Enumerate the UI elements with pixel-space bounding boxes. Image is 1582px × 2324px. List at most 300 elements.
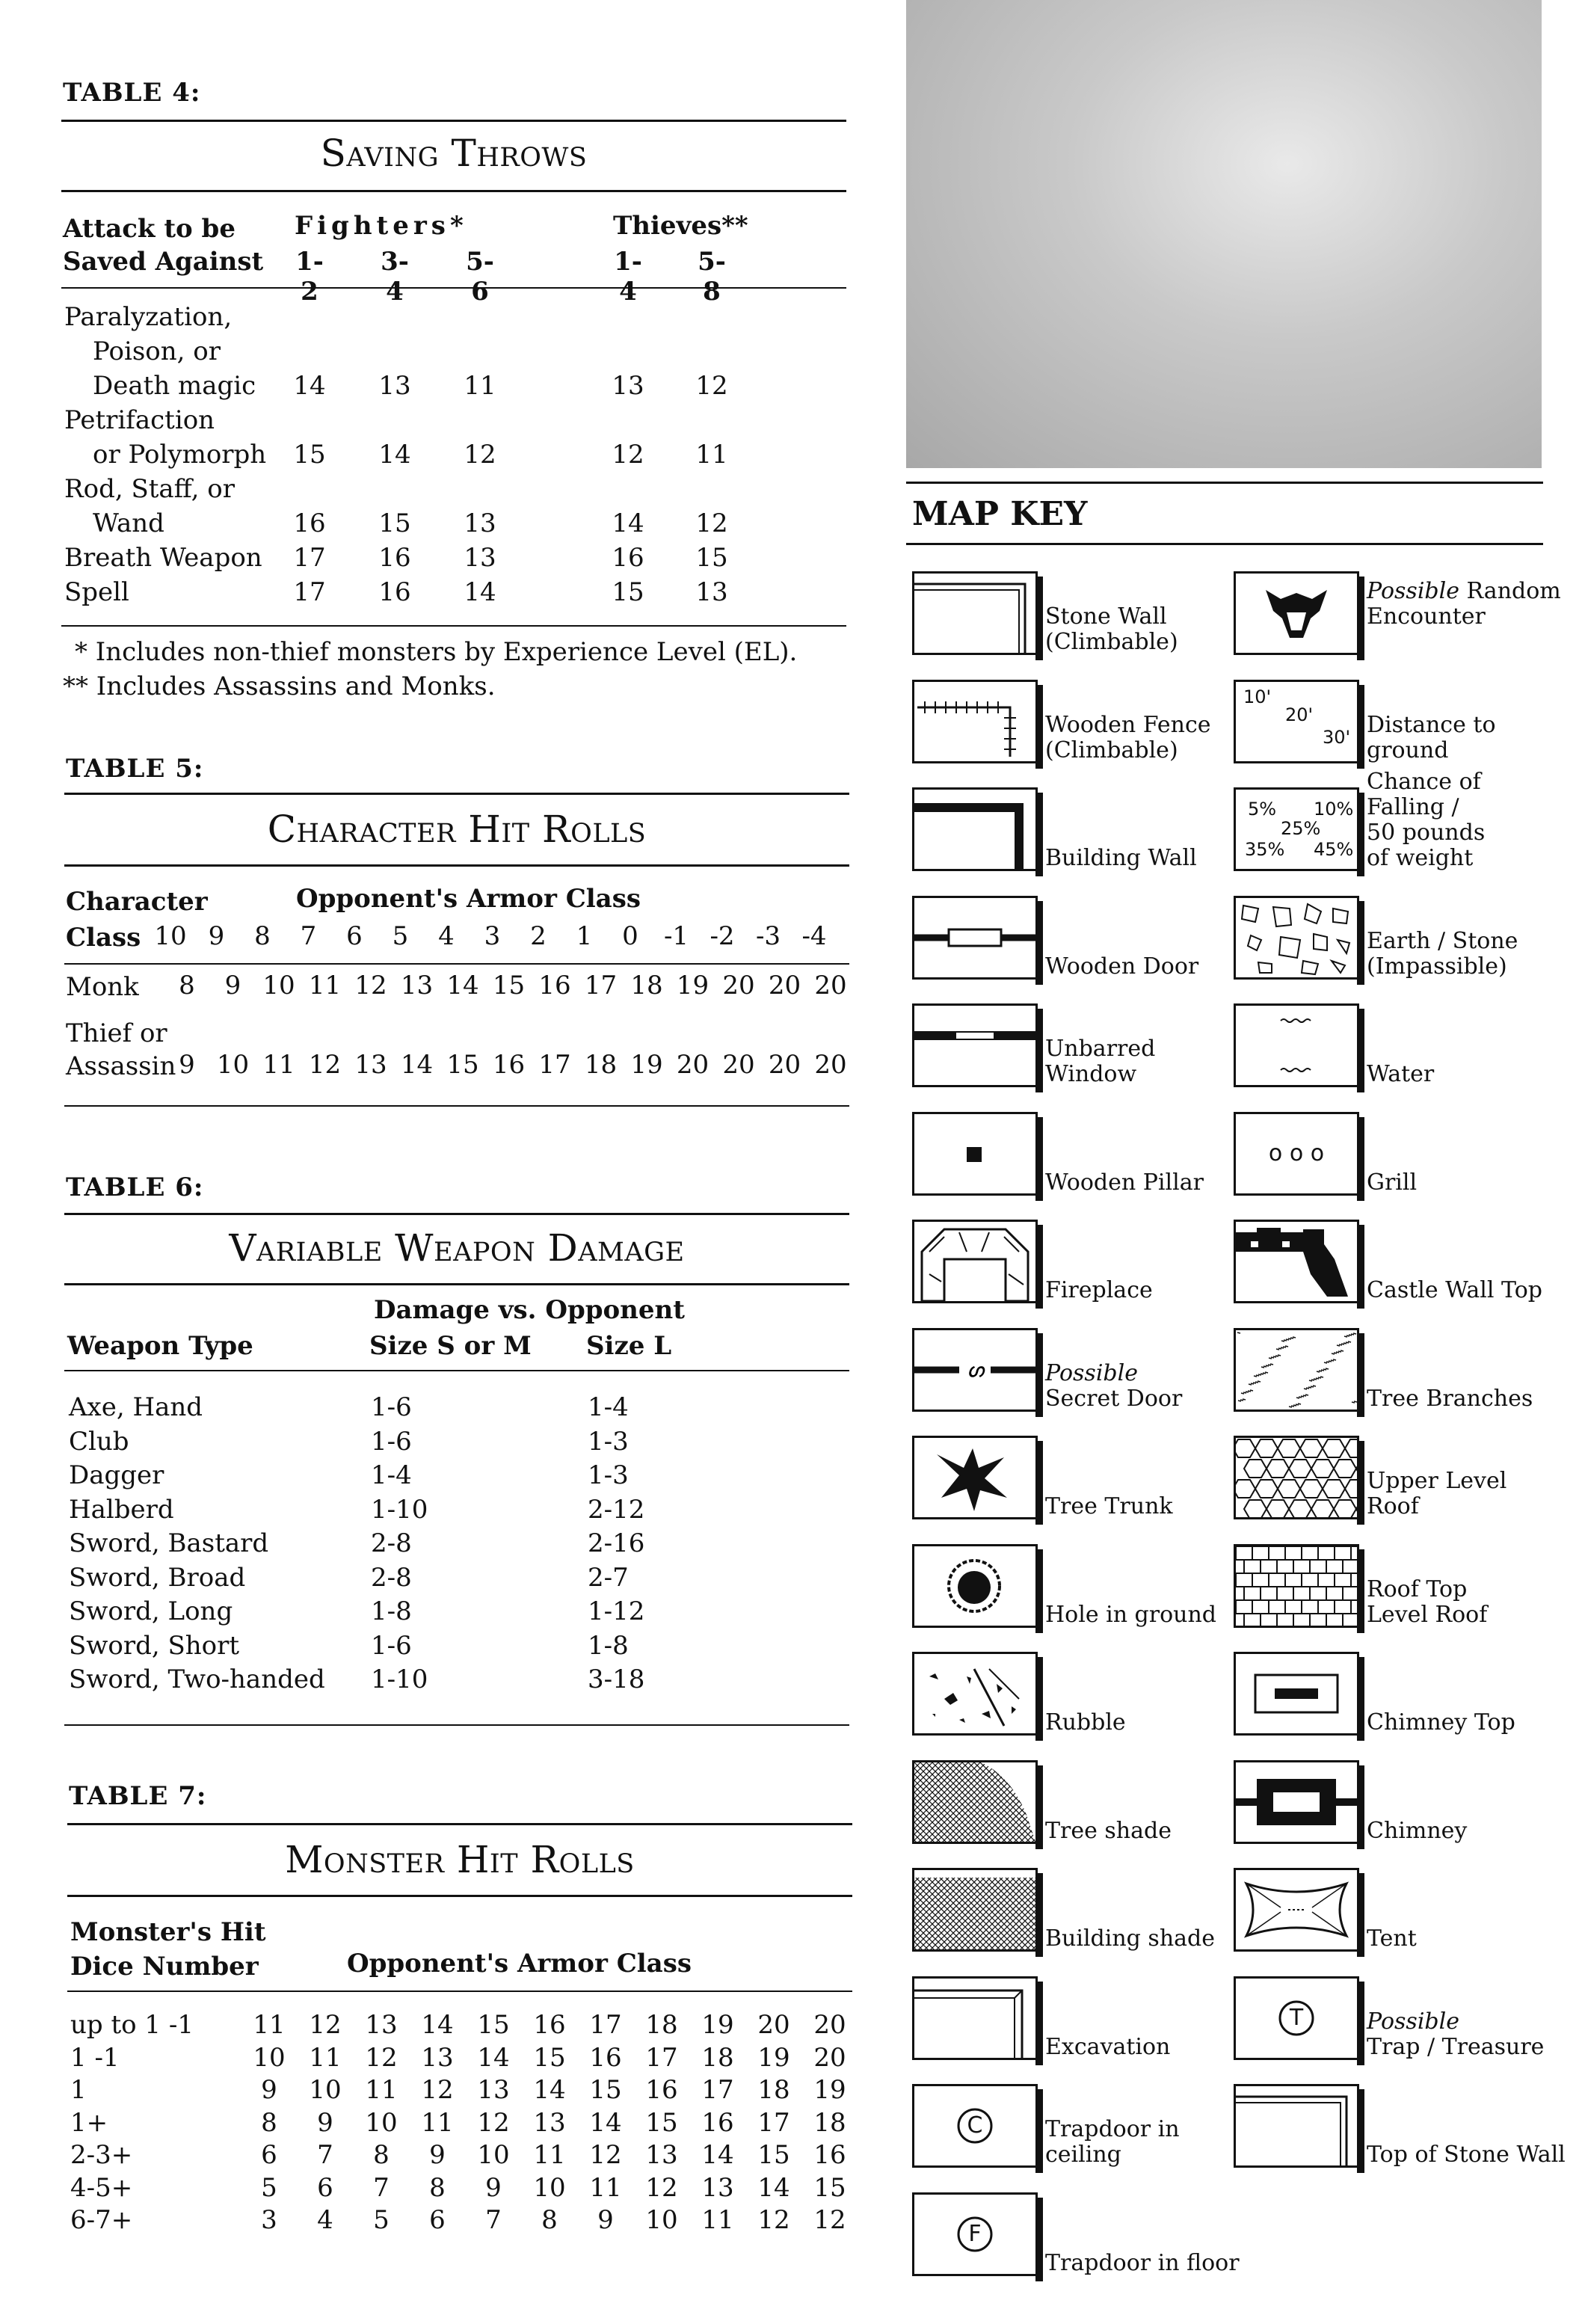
table7-cell: 13 — [645, 2140, 678, 2170]
map-key-label-line: Wooden Door — [1045, 953, 1199, 980]
table7-cell: 14 — [589, 2107, 622, 2138]
symbol-shadow — [1035, 901, 1043, 985]
table7-cell: 3 — [261, 2205, 277, 2235]
rule — [64, 1213, 849, 1215]
map-key-label — [1045, 1036, 1155, 1087]
table5-cell: 8 — [179, 971, 195, 1000]
table7-cell: 11 — [253, 2010, 286, 2040]
rubble-icon — [914, 1654, 1035, 1733]
table5-cell: 12 — [308, 1050, 342, 1080]
map-key-label-line: Earth / Stone — [1367, 927, 1518, 954]
map-key-label-line: Trapdoor in floor — [1045, 2249, 1240, 2276]
symbol-glyph: F — [968, 2220, 982, 2247]
map-key-label-line: Water — [1367, 1061, 1435, 1087]
table4-thieves: Thieves** — [613, 211, 748, 241]
map-key-italic: Possible — [1367, 2008, 1459, 2035]
symbol-shadow — [1357, 1333, 1364, 1417]
table7-cell: 11 — [533, 2140, 566, 2170]
table7-cell: 7 — [485, 2205, 502, 2235]
table5-head1: Character — [66, 887, 208, 917]
rule — [67, 1991, 852, 1992]
symbol-shadow — [1357, 2089, 1364, 2173]
map-key-symbol — [1234, 1112, 1359, 1196]
map-key-label — [1367, 1469, 1506, 1519]
table5-cell: 19 — [676, 971, 710, 1000]
table5-ac-header: 5 — [392, 921, 409, 951]
map-key-label — [1367, 1710, 1515, 1736]
table7-cell: 18 — [813, 2107, 846, 2138]
map-key-symbol — [912, 1868, 1038, 1952]
map-key-symbol — [1234, 896, 1359, 980]
map-key-label-line: ceiling — [1045, 2142, 1121, 2168]
table5-row-label: Thief or — [66, 1018, 167, 1048]
map-key-label — [1045, 954, 1198, 980]
map-key-label — [1045, 1361, 1182, 1412]
map-key-label — [1367, 1278, 1542, 1303]
table5-cell: 17 — [584, 971, 618, 1000]
table6-size-sm: 1-10 — [371, 1494, 428, 1525]
symbol-inner-text: 5% — [1248, 799, 1277, 820]
map-key-label-line: Tree shade — [1045, 1817, 1172, 1844]
tree-shade-icon — [914, 1762, 1035, 1842]
table7-cell: 11 — [421, 2107, 454, 2138]
map-key-symbol — [1234, 571, 1359, 655]
map-key-label-line: Castle Wall Top — [1367, 1277, 1542, 1303]
table4-cell: 13 — [612, 371, 644, 401]
table4-col-header: 1-2 — [295, 247, 324, 307]
symbol-shadow — [1035, 685, 1043, 769]
table4-row-label: Rod, Staff, or — [64, 474, 235, 504]
table5-cell: 16 — [538, 971, 571, 1000]
table4-cell: 12 — [612, 440, 644, 470]
table7-cell: 14 — [533, 2075, 566, 2105]
map-key-symbol — [1234, 1544, 1359, 1628]
table4-cell: 13 — [695, 577, 728, 607]
table7-head2: Dice Number — [70, 1952, 259, 1982]
table6-weapon: Axe, Hand — [69, 1392, 203, 1422]
symbol-shadow — [1357, 1009, 1364, 1092]
table5-cell: 15 — [446, 1050, 479, 1080]
table6-size-l: 1-3 — [588, 1460, 629, 1490]
symbol-shadow — [1357, 1765, 1364, 1849]
table4-cell: 13 — [464, 508, 496, 538]
symbol-shadow — [1035, 1117, 1043, 1201]
map-key-symbol — [1234, 1003, 1359, 1087]
table7-head3: Opponent's Armor Class — [347, 1949, 692, 1979]
symbol-shadow — [1357, 1657, 1364, 1741]
table4-row-label: or Polymorph — [93, 440, 267, 470]
table5-ac-header: 8 — [254, 921, 271, 951]
symbol-inner-text: 45% — [1314, 839, 1354, 860]
table7-cell: 18 — [645, 2010, 678, 2040]
table5-cell: 11 — [308, 971, 342, 1000]
table7-cell: 7 — [373, 2172, 390, 2203]
map-key-label — [1045, 1278, 1153, 1303]
table7-cell: 6 — [317, 2172, 333, 2203]
table7-cell: 13 — [365, 2010, 398, 2040]
table4-cell: 16 — [293, 508, 326, 538]
symbol-shadow — [1035, 2089, 1043, 2173]
map-key-label — [1367, 2009, 1544, 2060]
table5-cell: 15 — [492, 971, 526, 1000]
table6-size-l: 2-12 — [588, 1494, 645, 1525]
map-key-label-line: Roof Top — [1367, 1576, 1468, 1602]
table7-row-label: 1 -1 — [70, 2042, 120, 2073]
table7-cell: 12 — [309, 2010, 342, 2040]
table4-cell: 13 — [378, 371, 411, 401]
table4-fighters: Fighters* — [295, 211, 468, 241]
table7-cell: 10 — [309, 2075, 342, 2105]
table6-weapon: Sword, Broad — [69, 1562, 246, 1593]
table7-cell: 11 — [589, 2172, 622, 2203]
table7-cell: 12 — [813, 2205, 846, 2235]
symbol-shadow — [1035, 1441, 1043, 1525]
table4-cell: 14 — [378, 440, 411, 470]
table5-cell: 14 — [400, 1050, 434, 1080]
table4-cell: 11 — [695, 440, 728, 470]
table4-col-header: 1-4 — [614, 247, 642, 307]
table5-cell: 18 — [584, 1050, 618, 1080]
map-key-label-line: (Impassible) — [1367, 953, 1507, 980]
map-key-label — [1045, 713, 1211, 763]
map-key-label — [1045, 1710, 1126, 1736]
symbol-shadow — [1357, 577, 1364, 660]
table5-ac-header: -4 — [801, 921, 827, 951]
table7-cell: 16 — [701, 2107, 734, 2138]
rule — [64, 1105, 849, 1107]
table7-cell: 12 — [477, 2107, 510, 2138]
table6-size-sm: 1-8 — [371, 1596, 412, 1626]
symbol-shadow — [1357, 1873, 1364, 1957]
table7-cell: 17 — [757, 2107, 790, 2138]
table7-head1: Monster's Hit — [70, 1917, 266, 1947]
map-key-label-line: Rubble — [1045, 1709, 1126, 1736]
table7-cell: 16 — [645, 2075, 678, 2105]
table6-size-l: 1-4 — [588, 1392, 629, 1422]
wooden-door-icon — [914, 898, 1035, 977]
table4-title: Saving Throws — [320, 132, 588, 175]
table4-col-header: 3-4 — [381, 247, 409, 307]
rule — [64, 963, 849, 965]
tent-icon — [1236, 1870, 1357, 1949]
map-key-label-line: Fireplace — [1045, 1277, 1153, 1303]
rule — [64, 1370, 849, 1371]
table5-ac-header: -1 — [663, 921, 689, 951]
map-key-label-line: Building shade — [1045, 1925, 1215, 1952]
secret-door-icon — [914, 1330, 1035, 1410]
map-key-label — [1045, 1170, 1204, 1196]
map-key-label-line: Building Wall — [1045, 845, 1197, 871]
table4-row-label: Breath Weapon — [64, 543, 262, 573]
map-key-symbol — [912, 1003, 1038, 1087]
map-key-symbol — [1234, 1220, 1359, 1303]
table5-class-label: Class — [66, 923, 141, 953]
map-key-symbol — [1234, 680, 1359, 763]
table6-size-l: 2-7 — [588, 1562, 629, 1593]
table7-cell: 20 — [813, 2042, 846, 2073]
symbol-shadow — [1035, 1225, 1043, 1309]
symbol-shadow — [1357, 1982, 1364, 2065]
map-key-symbol — [1234, 2084, 1359, 2168]
table5-cell: 20 — [814, 1050, 847, 1080]
rule — [906, 543, 1543, 545]
symbol-shadow — [1035, 1657, 1043, 1741]
table6-size-sm: 1-4 — [371, 1460, 412, 1490]
map-key-label — [1367, 1170, 1417, 1196]
table5-ac-header: 10 — [154, 921, 187, 951]
table7-cell: 14 — [757, 2172, 790, 2203]
map-key-label-line: Distance to — [1367, 711, 1496, 738]
table6-size-sm: 1-6 — [371, 1630, 412, 1661]
table4-cell: 15 — [378, 508, 411, 538]
table5-title: Character Hit Rolls — [267, 808, 647, 851]
rule — [64, 1283, 849, 1285]
table6-head-sm: Size S or M — [369, 1331, 532, 1361]
table7-cell: 12 — [421, 2075, 454, 2105]
map-key-label-line: Top of Stone Wall — [1367, 2142, 1566, 2168]
table6-size-sm: 2-8 — [371, 1528, 412, 1558]
symbol-shadow — [1357, 793, 1364, 876]
symbol-shadow — [1357, 1441, 1364, 1525]
table7-cell: 5 — [261, 2172, 277, 2203]
symbol-inner-text: 10' — [1243, 686, 1272, 707]
map-key-label-line: Chimney Top — [1367, 1709, 1515, 1736]
map-key-label-line: (Climbable) — [1045, 629, 1178, 655]
map-key-symbol — [1234, 1868, 1359, 1952]
table7-cell: 16 — [589, 2042, 622, 2073]
table4-cell: 14 — [293, 371, 326, 401]
table5-cell: 20 — [676, 1050, 710, 1080]
map-key-label-line: Falling / — [1367, 794, 1459, 820]
table5-cell: 10 — [216, 1050, 250, 1080]
tree-trunk-icon — [914, 1438, 1035, 1517]
map-key-label — [1367, 1926, 1417, 1952]
map-key-label-line: Upper Level — [1367, 1468, 1507, 1494]
table5-cell: 20 — [722, 1050, 755, 1080]
map-key-symbol — [912, 1652, 1038, 1736]
table7-cell: 17 — [589, 2010, 622, 2040]
symbol-shadow — [1357, 1549, 1364, 1633]
table6-weapon: Halberd — [69, 1494, 174, 1525]
table7-cell: 12 — [365, 2042, 398, 2073]
table4-cell: 17 — [293, 543, 326, 573]
symbol-shadow — [1035, 1009, 1043, 1092]
map-key-label-line: Roof — [1367, 1493, 1419, 1519]
table4-row-label: Poison, or — [93, 336, 221, 366]
map-key-label-line: Chance of — [1367, 769, 1481, 795]
table5-cell: 11 — [262, 1050, 295, 1080]
symbol-shadow — [1357, 1117, 1364, 1201]
table7-cell: 18 — [701, 2042, 734, 2073]
map-key-label-line: Secret Door — [1045, 1385, 1183, 1412]
excavation-icon — [914, 1979, 1035, 2058]
map-key-symbol — [912, 1976, 1038, 2060]
map-key-label-line: Grill — [1367, 1169, 1418, 1196]
table4-cell: 14 — [612, 508, 644, 538]
rule — [67, 1823, 852, 1825]
map-key-label — [1367, 1577, 1487, 1628]
map-key-symbol — [1234, 787, 1359, 871]
rule — [61, 287, 846, 289]
symbol-glyph: T — [1289, 2004, 1304, 2031]
table6-size-l: 2-16 — [588, 1528, 645, 1558]
map-key-label — [1045, 1926, 1215, 1952]
table7-cell: 15 — [533, 2042, 566, 2073]
map-key-label-line: (Climbable) — [1045, 737, 1178, 763]
symbol-inner-text: 10% — [1314, 799, 1354, 820]
table7-cell: 14 — [701, 2140, 734, 2170]
table5-cell: 20 — [768, 971, 801, 1000]
rule — [64, 793, 849, 795]
table5-cell: 10 — [262, 971, 295, 1000]
map-key-label — [1045, 2117, 1180, 2168]
map-key-label-line: of weight — [1367, 845, 1474, 871]
table4-cell: 12 — [695, 508, 728, 538]
map-key-label-line: Wooden Fence — [1045, 711, 1211, 738]
table6-title: Variable Weapon Damage — [229, 1226, 685, 1270]
map-key-label — [1367, 713, 1496, 763]
symbol-shadow — [1357, 901, 1364, 985]
symbol-shadow — [1035, 1333, 1043, 1417]
map-key-symbol — [912, 2192, 1038, 2276]
map-key-label-line: ground — [1367, 737, 1449, 763]
table5-ac-header: 2 — [530, 921, 547, 951]
symbol-shadow — [1035, 1873, 1043, 1957]
table5-label: TABLE 5: — [66, 754, 204, 784]
table7-cell: 11 — [701, 2205, 734, 2235]
map-key-label — [1367, 579, 1561, 630]
table7-row-label: 6-7+ — [70, 2205, 133, 2235]
map-key-symbol — [912, 1220, 1038, 1303]
map-key-label — [1367, 769, 1485, 871]
map-key-label-line: Tree Trunk — [1045, 1493, 1173, 1519]
map-key-symbol — [1234, 1760, 1359, 1844]
table6-size-sm: 1-10 — [371, 1664, 428, 1694]
top-stone-wall-icon — [1236, 2086, 1357, 2165]
map-key-label-line: Trapdoor in — [1045, 2116, 1180, 2142]
tree-branches-icon — [1236, 1330, 1357, 1410]
table6-size-sm: 1-6 — [371, 1392, 412, 1422]
table5-cell: 14 — [446, 971, 479, 1000]
map-key-label-line: Trap / Treasure — [1367, 2033, 1545, 2060]
table7-cell: 13 — [533, 2107, 566, 2138]
table6-weapon: Sword, Short — [69, 1630, 240, 1661]
random-encounter-icon — [1236, 574, 1357, 653]
table7-cell: 8 — [261, 2107, 277, 2138]
table7-cell: 13 — [701, 2172, 734, 2203]
table5-row-label: Assassin — [66, 1051, 176, 1081]
table7-cell: 6 — [429, 2205, 446, 2235]
table4-note2: ** Includes Assassins and Monks. — [63, 671, 496, 701]
map-key-italic: Possible — [1045, 1359, 1138, 1386]
map-key-symbol — [912, 2084, 1038, 2168]
unbarred-window-icon — [914, 1006, 1035, 1085]
table4-cell: 15 — [612, 577, 644, 607]
table7-cell: 17 — [645, 2042, 678, 2073]
map-key-label-line: 50 pounds — [1367, 820, 1486, 846]
map-key-label — [1045, 604, 1178, 655]
table5-cell: 20 — [768, 1050, 801, 1080]
table5-cell: 9 — [224, 971, 241, 1000]
map-key-title: MAP KEY — [912, 495, 1088, 533]
svg-text:ഗ: ഗ — [967, 1359, 983, 1381]
table4-row-label: Paralyzation, — [64, 302, 233, 332]
table7-cell: 10 — [253, 2042, 286, 2073]
table6-size-sm: 2-8 — [371, 1562, 412, 1593]
table7-title: Monster Hit Rolls — [285, 1838, 635, 1881]
table7-cell: 17 — [701, 2075, 734, 2105]
table7-cell: 14 — [421, 2010, 454, 2040]
table7-cell: 11 — [309, 2042, 342, 2073]
map-key-label-line: Wooden Pillar — [1045, 1169, 1204, 1196]
table6-label: TABLE 6: — [66, 1172, 204, 1202]
table5-cell: 19 — [630, 1050, 663, 1080]
table7-cell: 9 — [485, 2172, 502, 2203]
map-key-label-line: Unbarred — [1045, 1036, 1156, 1062]
stone-wall-icon — [914, 574, 1035, 653]
table6-size-l: 3-18 — [588, 1664, 645, 1694]
table7-cell: 10 — [533, 2172, 566, 2203]
table7-cell: 9 — [317, 2107, 333, 2138]
table5-ac-header: -2 — [710, 921, 735, 951]
table7-cell: 13 — [421, 2042, 454, 2073]
table7-cell: 6 — [261, 2140, 277, 2170]
wooden-fence-icon — [914, 682, 1035, 761]
map-key-label — [1045, 846, 1197, 871]
table5-cell: 13 — [400, 971, 434, 1000]
water-icon — [1236, 1006, 1357, 1085]
table5-ac-header: 4 — [438, 921, 455, 951]
chimney-top-icon — [1236, 1654, 1357, 1733]
chimney-icon — [1236, 1762, 1357, 1842]
table6-head-weapon: Weapon Type — [67, 1331, 253, 1361]
table7-cell: 9 — [261, 2075, 277, 2105]
building-shade-icon — [914, 1870, 1035, 1949]
map-key-symbol — [912, 1328, 1038, 1412]
table7-cell: 7 — [317, 2140, 333, 2170]
table4-cell: 14 — [464, 577, 496, 607]
table5-row-label: Monk — [66, 972, 139, 1002]
table7-cell: 12 — [589, 2140, 622, 2170]
table7-cell: 15 — [645, 2107, 678, 2138]
rule — [61, 190, 846, 192]
table7-row-label: up to 1 -1 — [70, 2010, 194, 2040]
table7-cell: 10 — [477, 2140, 510, 2170]
table5-head2: Opponent's Armor Class — [296, 884, 641, 914]
symbol-shadow — [1035, 2198, 1043, 2281]
symbol-glyph: C — [967, 2112, 983, 2139]
table4-cell: 16 — [612, 543, 644, 573]
map-key-symbol — [912, 896, 1038, 980]
symbol-inner-text: 30' — [1323, 726, 1351, 748]
table7-cell: 12 — [757, 2205, 790, 2235]
rule — [67, 1895, 852, 1897]
table6-head-group: Damage vs. Opponent — [374, 1295, 685, 1325]
fireplace-icon — [914, 1222, 1035, 1301]
table5-ac-header: 7 — [300, 921, 317, 951]
table4-row-label: Wand — [93, 508, 164, 538]
table5-cell: 20 — [814, 971, 847, 1000]
table7-cell: 20 — [813, 2010, 846, 2040]
castle-wall-top-icon — [1236, 1222, 1357, 1301]
table7-cell: 4 — [317, 2205, 333, 2235]
map-key-symbol — [912, 787, 1038, 871]
table7-row-label: 2-3+ — [70, 2140, 133, 2170]
map-key-label — [1045, 1494, 1173, 1519]
map-key-symbol — [912, 1544, 1038, 1628]
table7-cell: 8 — [373, 2140, 390, 2170]
table7-cell: 11 — [365, 2075, 398, 2105]
